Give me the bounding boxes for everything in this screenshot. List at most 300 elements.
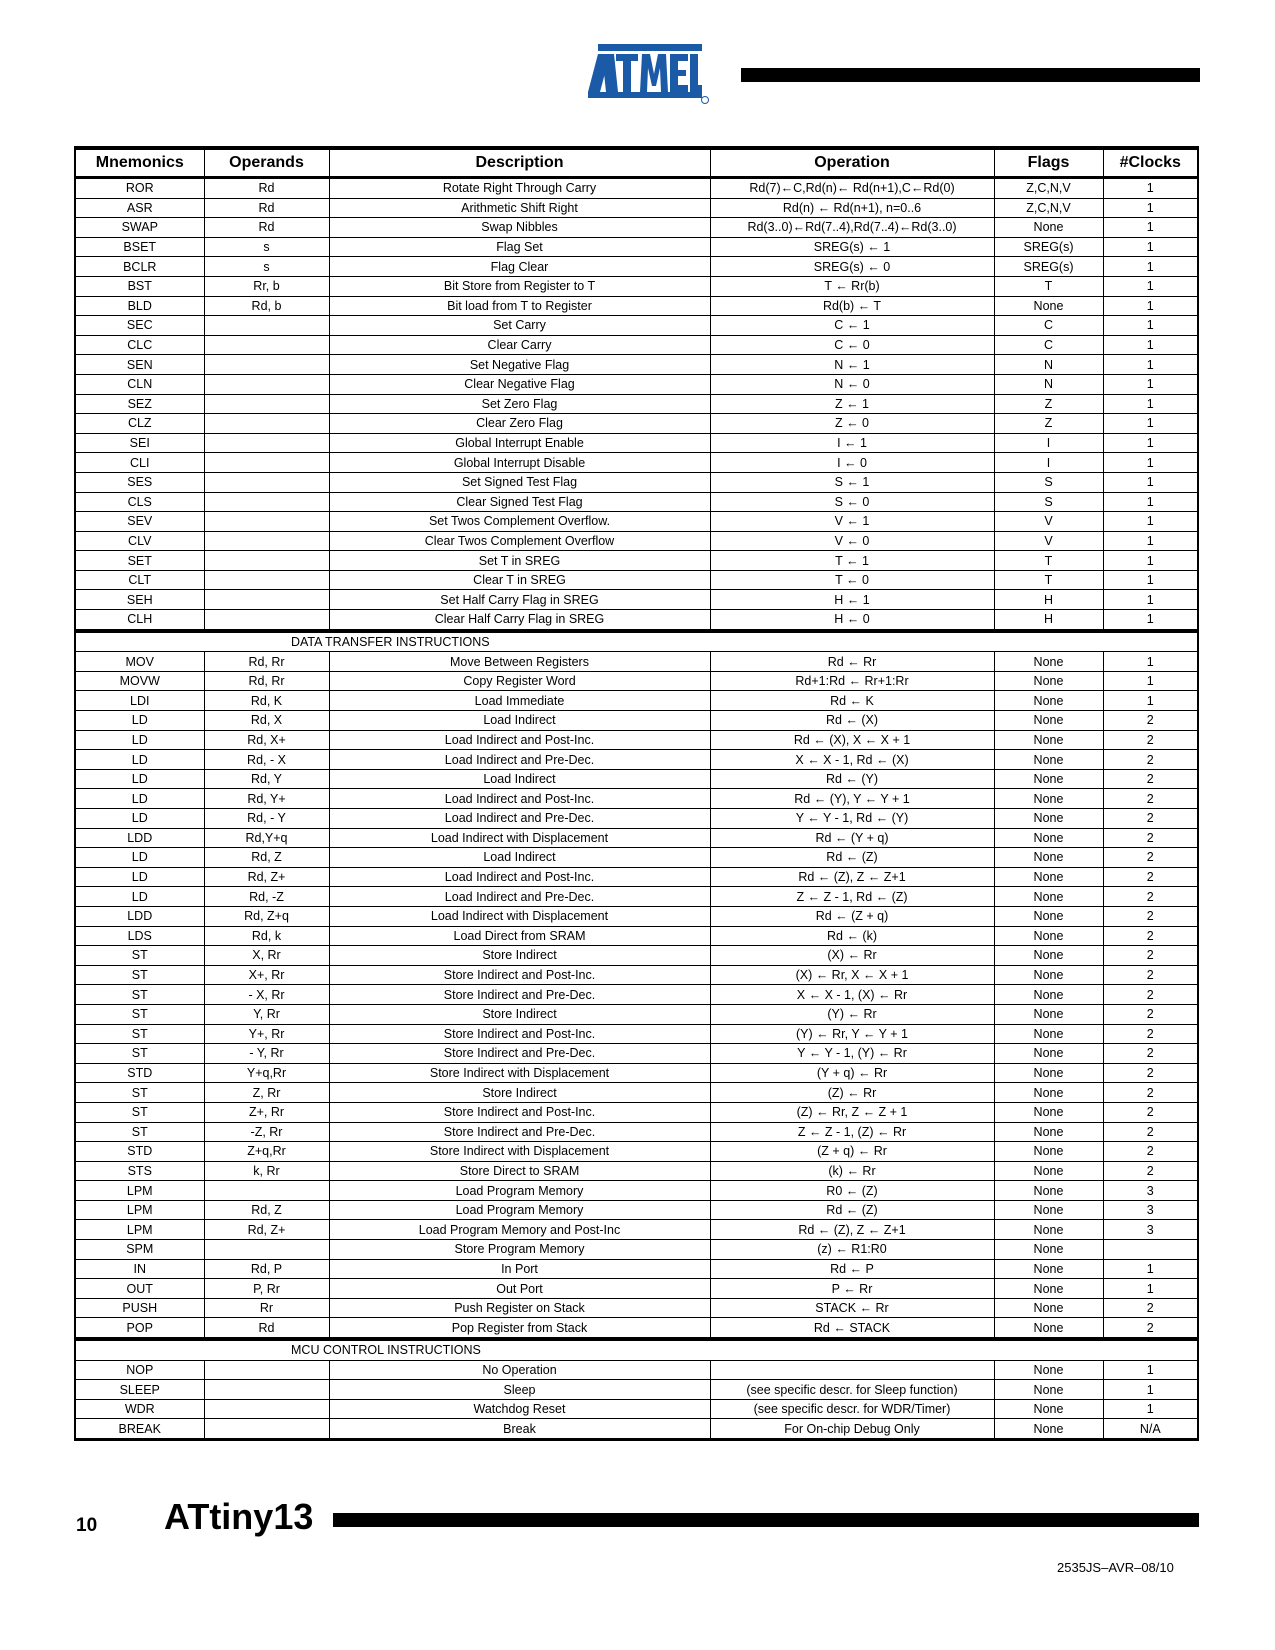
column-header: Mnemonics (75, 148, 204, 178)
description-cell: Set Signed Test Flag (329, 472, 710, 492)
table-row (75, 570, 1198, 590)
mnemonic-cell: STS (75, 1161, 204, 1181)
description-cell: Store Indirect and Post-Inc. (329, 965, 710, 985)
operation-cell: (Y + q) ← Rr (710, 1063, 994, 1083)
table-row (75, 789, 1198, 809)
clocks-cell: 1 (1103, 433, 1198, 453)
description-cell: Load Indirect and Pre-Dec. (329, 809, 710, 829)
operation-cell: Z ← Z - 1, Rd ← (Z) (710, 887, 994, 907)
operands-cell (204, 414, 329, 434)
clocks-cell: 1 (1103, 512, 1198, 532)
table-row (75, 1419, 1198, 1440)
clocks-cell: 1 (1103, 691, 1198, 711)
operation-cell: Z ← 1 (710, 394, 994, 414)
clocks-cell: 2 (1103, 946, 1198, 966)
table-row (75, 1063, 1198, 1083)
operation-cell: (see specific descr. for Sleep function) (710, 1380, 994, 1400)
operation-cell: Rd ← (Z) (710, 848, 994, 868)
flags-cell: I (994, 453, 1103, 473)
flags-cell: S (994, 472, 1103, 492)
table-row (75, 1142, 1198, 1162)
description-cell: Store Indirect (329, 1004, 710, 1024)
mnemonic-cell: ST (75, 1102, 204, 1122)
mnemonic-cell: BSET (75, 237, 204, 257)
operands-cell (204, 1419, 329, 1440)
table-row (75, 472, 1198, 492)
table-row (75, 965, 1198, 985)
table-row (75, 453, 1198, 473)
clocks-cell: 1 (1103, 178, 1198, 199)
clocks-cell: 1 (1103, 276, 1198, 296)
flags-cell: None (994, 1318, 1103, 1339)
mnemonic-cell: ROR (75, 178, 204, 199)
operation-cell: N ← 1 (710, 355, 994, 375)
table-row (75, 335, 1198, 355)
mnemonic-cell: SEI (75, 433, 204, 453)
operation-cell: N ← 0 (710, 374, 994, 394)
clocks-cell: 1 (1103, 414, 1198, 434)
operation-cell: Rd ← (Z + q) (710, 906, 994, 926)
operands-cell (204, 1399, 329, 1419)
flags-cell: None (994, 1399, 1103, 1419)
operands-cell: Rd (204, 178, 329, 199)
clocks-cell: 1 (1103, 218, 1198, 238)
operands-cell (204, 590, 329, 610)
mnemonic-cell: BCLR (75, 257, 204, 277)
flags-cell: None (994, 671, 1103, 691)
description-cell: Clear Carry (329, 335, 710, 355)
description-cell: Store Indirect and Post-Inc. (329, 1102, 710, 1122)
table-row (75, 610, 1198, 631)
clocks-cell: 1 (1103, 296, 1198, 316)
column-header: Description (329, 148, 710, 178)
footer-bar (333, 1513, 1199, 1527)
table-row (75, 178, 1198, 199)
operation-cell: For On-chip Debug Only (710, 1419, 994, 1440)
operation-cell: Rd(n) ← Rd(n+1), n=0..6 (710, 198, 994, 218)
table-row (75, 1102, 1198, 1122)
operation-cell: Rd(3..0)←Rd(7..4),Rd(7..4)←Rd(3..0) (710, 218, 994, 238)
operands-cell (204, 570, 329, 590)
clocks-cell: 2 (1103, 711, 1198, 731)
mnemonic-cell: LDI (75, 691, 204, 711)
clocks-cell: 2 (1103, 848, 1198, 868)
clocks-cell: 1 (1103, 355, 1198, 375)
operands-cell: Z+q,Rr (204, 1142, 329, 1162)
clocks-cell: 1 (1103, 671, 1198, 691)
operands-cell (204, 1360, 329, 1380)
atmel-logo-mark (588, 44, 710, 104)
flags-cell: None (994, 1083, 1103, 1103)
flags-cell: SREG(s) (994, 237, 1103, 257)
mnemonic-cell: LD (75, 789, 204, 809)
description-cell: Rotate Right Through Carry (329, 178, 710, 199)
clocks-cell: 2 (1103, 1044, 1198, 1064)
flags-cell: Z (994, 414, 1103, 434)
mnemonic-cell: SPM (75, 1240, 204, 1260)
operation-cell: Rd ← (Y + q) (710, 828, 994, 848)
operation-cell: Rd ← (X), X ← X + 1 (710, 730, 994, 750)
mnemonic-cell: STD (75, 1063, 204, 1083)
clocks-cell: 2 (1103, 1102, 1198, 1122)
description-cell: Clear Twos Complement Overflow (329, 531, 710, 551)
table-row (75, 1200, 1198, 1220)
operands-cell: Rd, - X (204, 750, 329, 770)
operation-cell: Z ← Z - 1, (Z) ← Rr (710, 1122, 994, 1142)
clocks-cell: 1 (1103, 610, 1198, 631)
flags-cell: None (994, 1419, 1103, 1440)
flags-cell: None (994, 906, 1103, 926)
operation-cell: Rd ← (Z) (710, 1200, 994, 1220)
description-cell: Clear Zero Flag (329, 414, 710, 434)
flags-cell: None (994, 1024, 1103, 1044)
table-row (75, 355, 1198, 375)
description-cell: Push Register on Stack (329, 1298, 710, 1318)
mnemonic-cell: NOP (75, 1360, 204, 1380)
document-code: 2535JS–AVR–08/10 (1057, 1560, 1174, 1575)
flags-cell: I (994, 433, 1103, 453)
table-row (75, 276, 1198, 296)
table-row (75, 867, 1198, 887)
flags-cell: None (994, 1298, 1103, 1318)
table-row (75, 1220, 1198, 1240)
flags-cell: None (994, 789, 1103, 809)
description-cell: Store Indirect (329, 946, 710, 966)
flags-cell: None (994, 985, 1103, 1005)
clocks-cell: 2 (1103, 828, 1198, 848)
mnemonic-cell: SEV (75, 512, 204, 532)
clocks-cell: 1 (1103, 1360, 1198, 1380)
column-header: #Clocks (1103, 148, 1198, 178)
description-cell: Clear Half Carry Flag in SREG (329, 610, 710, 631)
clocks-cell: 2 (1103, 1318, 1198, 1339)
flags-cell: None (994, 1259, 1103, 1279)
mnemonic-cell: CLZ (75, 414, 204, 434)
operands-cell: Z+, Rr (204, 1102, 329, 1122)
clocks-cell: 1 (1103, 551, 1198, 571)
clocks-cell: 3 (1103, 1220, 1198, 1240)
clocks-cell: 2 (1103, 1142, 1198, 1162)
mnemonic-cell: LD (75, 750, 204, 770)
operation-cell: (z) ← R1:R0 (710, 1240, 994, 1260)
description-cell: Load Immediate (329, 691, 710, 711)
description-cell: Store Indirect and Pre-Dec. (329, 1044, 710, 1064)
clocks-cell: 1 (1103, 316, 1198, 336)
clocks-cell: 1 (1103, 394, 1198, 414)
mnemonic-cell: SLEEP (75, 1380, 204, 1400)
section-header-row (75, 1339, 1198, 1360)
table-header-row (75, 148, 1198, 178)
operands-cell (204, 1240, 329, 1260)
flags-cell: T (994, 276, 1103, 296)
mnemonic-cell: LPM (75, 1220, 204, 1240)
description-cell: Load Indirect and Post-Inc. (329, 867, 710, 887)
flags-cell: None (994, 946, 1103, 966)
section-title: DATA TRANSFER INSTRUCTIONS (75, 631, 1198, 652)
operands-cell: Rd, X+ (204, 730, 329, 750)
operands-cell (204, 1181, 329, 1201)
operands-cell (204, 610, 329, 631)
mnemonic-cell: ASR (75, 198, 204, 218)
operation-cell: C ← 0 (710, 335, 994, 355)
table-row (75, 1044, 1198, 1064)
flags-cell: None (994, 218, 1103, 238)
table-row (75, 1360, 1198, 1380)
clocks-cell: 2 (1103, 1004, 1198, 1024)
clocks-cell: 1 (1103, 237, 1198, 257)
mnemonic-cell: ST (75, 1004, 204, 1024)
operation-cell: (Z) ← Rr, Z ← Z + 1 (710, 1102, 994, 1122)
flags-cell: None (994, 652, 1103, 672)
mnemonic-cell: CLS (75, 492, 204, 512)
description-cell: Clear Signed Test Flag (329, 492, 710, 512)
mnemonic-cell: CLV (75, 531, 204, 551)
description-cell: Load Program Memory (329, 1200, 710, 1220)
operands-cell: Z, Rr (204, 1083, 329, 1103)
clocks-cell: 1 (1103, 570, 1198, 590)
column-header: Operation (710, 148, 994, 178)
table-row (75, 671, 1198, 691)
flags-cell: None (994, 1161, 1103, 1181)
operands-cell: X+, Rr (204, 965, 329, 985)
mnemonic-cell: MOV (75, 652, 204, 672)
clocks-cell: N/A (1103, 1419, 1198, 1440)
description-cell: Load Indirect with Displacement (329, 828, 710, 848)
description-cell: Load Indirect (329, 848, 710, 868)
operation-cell: X ← X - 1, Rd ← (X) (710, 750, 994, 770)
mnemonic-cell: LDD (75, 906, 204, 926)
operands-cell: Rd (204, 198, 329, 218)
flags-cell: None (994, 1102, 1103, 1122)
table-row (75, 1122, 1198, 1142)
table-row (75, 296, 1198, 316)
clocks-cell: 2 (1103, 1083, 1198, 1103)
operands-cell: Rd, Y (204, 769, 329, 789)
table-row (75, 691, 1198, 711)
mnemonic-cell: ST (75, 965, 204, 985)
operation-cell: Rd ← K (710, 691, 994, 711)
instruction-set-table (74, 146, 1197, 1441)
description-cell: Watchdog Reset (329, 1399, 710, 1419)
description-cell: Load Indirect with Displacement (329, 906, 710, 926)
table-row (75, 1181, 1198, 1201)
table-row (75, 750, 1198, 770)
table-row (75, 887, 1198, 907)
description-cell: Arithmetic Shift Right (329, 198, 710, 218)
operands-cell: Y, Rr (204, 1004, 329, 1024)
mnemonic-cell: STD (75, 1142, 204, 1162)
operands-cell: - Y, Rr (204, 1044, 329, 1064)
table-row (75, 946, 1198, 966)
table-row (75, 730, 1198, 750)
table-row (75, 1240, 1198, 1260)
operands-cell (204, 551, 329, 571)
description-cell: Load Indirect and Pre-Dec. (329, 750, 710, 770)
table-row (75, 711, 1198, 731)
table-row (75, 316, 1198, 336)
operands-cell: Rd, Rr (204, 671, 329, 691)
mnemonic-cell: LD (75, 867, 204, 887)
mnemonic-cell: SEH (75, 590, 204, 610)
operands-cell: P, Rr (204, 1279, 329, 1299)
operation-cell: T ← 0 (710, 570, 994, 590)
clocks-cell: 2 (1103, 926, 1198, 946)
table-row (75, 1298, 1198, 1318)
flags-cell: None (994, 711, 1103, 731)
table-row (75, 512, 1198, 532)
clocks-cell: 2 (1103, 1024, 1198, 1044)
mnemonic-cell: SES (75, 472, 204, 492)
operands-cell: Y+q,Rr (204, 1063, 329, 1083)
operation-cell: Rd(7)←C,Rd(n)← Rd(n+1),C←Rd(0) (710, 178, 994, 199)
flags-cell: H (994, 610, 1103, 631)
clocks-cell: 3 (1103, 1181, 1198, 1201)
operation-cell: V ← 1 (710, 512, 994, 532)
operands-cell: s (204, 237, 329, 257)
operation-cell: Rd ← STACK (710, 1318, 994, 1339)
operation-cell: Rd ← (Y) (710, 769, 994, 789)
operands-cell: X, Rr (204, 946, 329, 966)
flags-cell: None (994, 1360, 1103, 1380)
mnemonic-cell: ST (75, 946, 204, 966)
flags-cell: None (994, 1004, 1103, 1024)
flags-cell: None (994, 730, 1103, 750)
flags-cell: None (994, 887, 1103, 907)
operands-cell (204, 472, 329, 492)
operation-cell: I ← 0 (710, 453, 994, 473)
description-cell: Bit Store from Register to T (329, 276, 710, 296)
flags-cell: None (994, 867, 1103, 887)
clocks-cell: 2 (1103, 985, 1198, 1005)
operands-cell: Rd (204, 1318, 329, 1339)
description-cell: Load Program Memory and Post-Inc (329, 1220, 710, 1240)
mnemonic-cell: MOVW (75, 671, 204, 691)
flags-cell: None (994, 926, 1103, 946)
mnemonic-cell: LDD (75, 828, 204, 848)
operands-cell (204, 492, 329, 512)
mnemonic-cell: CLT (75, 570, 204, 590)
operation-cell: I ← 1 (710, 433, 994, 453)
mnemonic-cell: CLI (75, 453, 204, 473)
flags-cell: None (994, 750, 1103, 770)
operands-cell (204, 355, 329, 375)
description-cell: Set Negative Flag (329, 355, 710, 375)
flags-cell: None (994, 1279, 1103, 1299)
operands-cell (204, 335, 329, 355)
operands-cell (204, 453, 329, 473)
flags-cell: C (994, 316, 1103, 336)
description-cell: Store Indirect (329, 1083, 710, 1103)
flags-cell: V (994, 512, 1103, 532)
mnemonic-cell: POP (75, 1318, 204, 1339)
mnemonic-cell: SEC (75, 316, 204, 336)
operation-cell: Rd ← (X) (710, 711, 994, 731)
description-cell: Set Half Carry Flag in SREG (329, 590, 710, 610)
mnemonic-cell: SEZ (75, 394, 204, 414)
description-cell: Flag Clear (329, 257, 710, 277)
table-row (75, 809, 1198, 829)
operation-cell: C ← 1 (710, 316, 994, 336)
clocks-cell: 1 (1103, 1380, 1198, 1400)
operation-cell: T ← Rr(b) (710, 276, 994, 296)
description-cell: Pop Register from Stack (329, 1318, 710, 1339)
operands-cell: Rd,Y+q (204, 828, 329, 848)
description-cell: Load Indirect and Post-Inc. (329, 789, 710, 809)
table-row (75, 374, 1198, 394)
flags-cell: Z,C,N,V (994, 198, 1103, 218)
mnemonic-cell: SWAP (75, 218, 204, 238)
table-row (75, 906, 1198, 926)
operation-cell: (see specific descr. for WDR/Timer) (710, 1399, 994, 1419)
table-row (75, 828, 1198, 848)
operation-cell: S ← 0 (710, 492, 994, 512)
description-cell: Store Indirect with Displacement (329, 1063, 710, 1083)
description-cell: Move Between Registers (329, 652, 710, 672)
mnemonic-cell: LD (75, 730, 204, 750)
table-row (75, 1380, 1198, 1400)
table-row (75, 1259, 1198, 1279)
operands-cell: Y+, Rr (204, 1024, 329, 1044)
table-row (75, 531, 1198, 551)
operation-cell: SREG(s) ← 0 (710, 257, 994, 277)
flags-cell: None (994, 1220, 1103, 1240)
operands-cell (204, 374, 329, 394)
operation-cell: (k) ← Rr (710, 1161, 994, 1181)
clocks-cell: 2 (1103, 769, 1198, 789)
mnemonic-cell: BREAK (75, 1419, 204, 1440)
description-cell: Store Indirect and Pre-Dec. (329, 1122, 710, 1142)
operation-cell: Rd ← Rr (710, 652, 994, 672)
description-cell: Set Carry (329, 316, 710, 336)
operands-cell: Rd, Z+q (204, 906, 329, 926)
flags-cell: T (994, 551, 1103, 571)
flags-cell: C (994, 335, 1103, 355)
mnemonic-cell: BST (75, 276, 204, 296)
flags-cell: None (994, 1142, 1103, 1162)
description-cell: Store Indirect and Post-Inc. (329, 1024, 710, 1044)
description-cell: Store Program Memory (329, 1240, 710, 1260)
operation-cell: Rd ← (Z), Z ← Z+1 (710, 1220, 994, 1240)
operands-cell (204, 512, 329, 532)
operands-cell: Rd, Rr (204, 652, 329, 672)
clocks-cell: 1 (1103, 472, 1198, 492)
operation-cell: P ← Rr (710, 1279, 994, 1299)
clocks-cell: 1 (1103, 492, 1198, 512)
table-body (75, 178, 1198, 1440)
table-row (75, 1004, 1198, 1024)
column-header: Operands (204, 148, 329, 178)
flags-cell: SREG(s) (994, 257, 1103, 277)
mnemonic-cell: ST (75, 1083, 204, 1103)
operands-cell: Rd, -Z (204, 887, 329, 907)
table-row (75, 926, 1198, 946)
flags-cell: None (994, 1044, 1103, 1064)
flags-cell: S (994, 492, 1103, 512)
operands-cell (204, 316, 329, 336)
description-cell: Global Interrupt Enable (329, 433, 710, 453)
operation-cell: X ← X - 1, (X) ← Rr (710, 985, 994, 1005)
mnemonic-cell: PUSH (75, 1298, 204, 1318)
operation-cell: S ← 1 (710, 472, 994, 492)
clocks-cell: 2 (1103, 1161, 1198, 1181)
flags-cell: Z,C,N,V (994, 178, 1103, 199)
description-cell: Clear Negative Flag (329, 374, 710, 394)
table-row (75, 1083, 1198, 1103)
table-row (75, 394, 1198, 414)
flags-cell: None (994, 1063, 1103, 1083)
operation-cell: Rd ← (Y), Y ← Y + 1 (710, 789, 994, 809)
operation-cell: H ← 1 (710, 590, 994, 610)
